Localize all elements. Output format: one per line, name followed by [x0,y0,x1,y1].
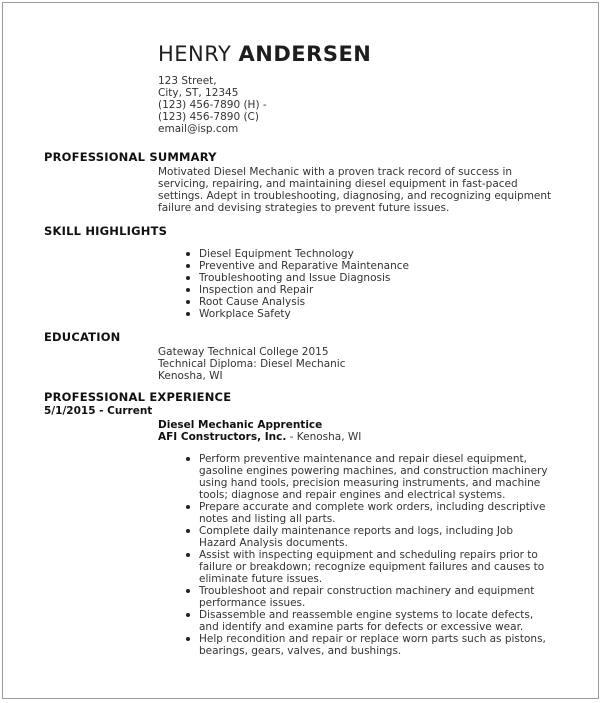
job-title: Diesel Mechanic Apprentice [158,419,323,431]
education-school: Gateway Technical College 2015 [158,346,329,358]
duty-line: Perform preventive maintenance and repair diesel equipment, [199,453,527,465]
bullet-icon [186,312,190,316]
skills-list [186,248,409,320]
candidate-name [158,42,371,66]
bullet-icon [186,589,190,593]
bullet-icon [186,300,190,304]
summary-line: settings. Adept in troubleshooting, diagnosing, and recognizing equipment [158,190,552,202]
duty-item [186,609,548,633]
duty-line: Help recondition and repair or replace worn parts such as pistons, [199,633,546,645]
skill-item [186,308,409,320]
summary-line: servicing, repairing, and maintaining diesel equipment in fast-paced [158,178,518,190]
skill-item [186,296,409,308]
skill-label: Troubleshooting and Issue Diagnosis [199,272,391,284]
skill-label: Workplace Safety [199,308,291,320]
company-name: AFI Constructors, Inc. [158,431,287,443]
bullet-icon [186,264,190,268]
duty-line: and identify and examine parts for defects or excessive wear. [199,621,524,633]
duty-item [186,633,548,657]
summary-line: failure and devising strategies to prevent future issues. [158,202,450,214]
experience-heading: PROFESSIONAL EXPERIENCE [44,390,232,404]
bullet-icon [186,553,190,557]
skill-label: Diesel Equipment Technology [199,248,354,260]
education-block [158,346,345,382]
duty-item [186,501,548,525]
duty-line: Assist with inspecting equipment and scheduling repairs prior to [199,549,538,561]
job-date: 5/1/2015 - Current [44,405,153,417]
skill-item [186,260,409,272]
duty-line: Hazard Analysis documents. [199,537,348,549]
skill-label: Root Cause Analysis [199,296,306,308]
bullet-icon [186,529,190,533]
bullet-icon [186,276,190,280]
skill-item [186,272,409,284]
last-name: ANDERSEN [238,42,372,66]
duty-line: performance issues. [199,597,306,609]
skill-label: Inspection and Repair [199,284,314,296]
duty-line: bearings, gears, valves, and bushings. [199,645,402,657]
contact-email: email@isp.com [158,123,239,135]
bullet-icon [186,457,190,461]
duty-line: Complete daily maintenance reports and logs, including Job [199,525,514,537]
education-location: Kenosha, WI [158,370,223,382]
bullet-icon [186,637,190,641]
contact-city: City, ST, 12345 [158,87,239,99]
duty-item [186,585,548,609]
summary-text [158,166,551,214]
education-heading: EDUCATION [44,330,121,344]
duty-item [186,453,548,501]
duty-line: Disassemble and reassemble engine systems to locate defects, [199,609,534,621]
bullet-icon [186,288,190,292]
contact-home-phone: (123) 456-7890 (H) - [158,99,267,111]
skill-item [186,284,409,296]
summary-line: Motivated Diesel Mechanic with a proven track record of success in [158,166,513,178]
duty-item [186,525,548,549]
duty-line: using hand tools, precision measuring instruments, and machine [199,477,541,489]
skills-heading: SKILL HIGHLIGHTS [44,224,168,238]
first-name: HENRY [158,42,232,66]
duty-line: eliminate future issues. [199,573,323,585]
skill-item [186,248,409,260]
duty-item [186,549,548,585]
duty-line: Prepare accurate and complete work orders, including descriptive [199,501,546,513]
duty-line: tools; diagnose and repair engines and electrical systems. [199,489,506,501]
duty-line: failure or breakdown; recognize equipment failures and causes to [199,561,545,573]
company-location: - Kenosha, WI [286,431,362,443]
bullet-icon [186,613,190,617]
duties-list [186,453,548,657]
bullet-icon [186,252,190,256]
duty-line: gasoline engines powering machines, and construction machinery [199,465,548,477]
contact-cell-phone: (123) 456-7890 (C) [158,111,259,123]
duty-line: Troubleshoot and repair construction machinery and equipment [199,585,535,597]
summary-heading: PROFESSIONAL SUMMARY [44,150,217,164]
contact-block [158,75,267,135]
education-degree: Technical Diploma: Diesel Mechanic [158,358,346,370]
job-company [158,431,361,443]
skill-label: Preventive and Reparative Maintenance [199,260,409,272]
contact-street: 123 Street, [158,75,217,87]
bullet-icon [186,505,190,509]
duty-line: notes and listing all parts. [199,513,336,525]
